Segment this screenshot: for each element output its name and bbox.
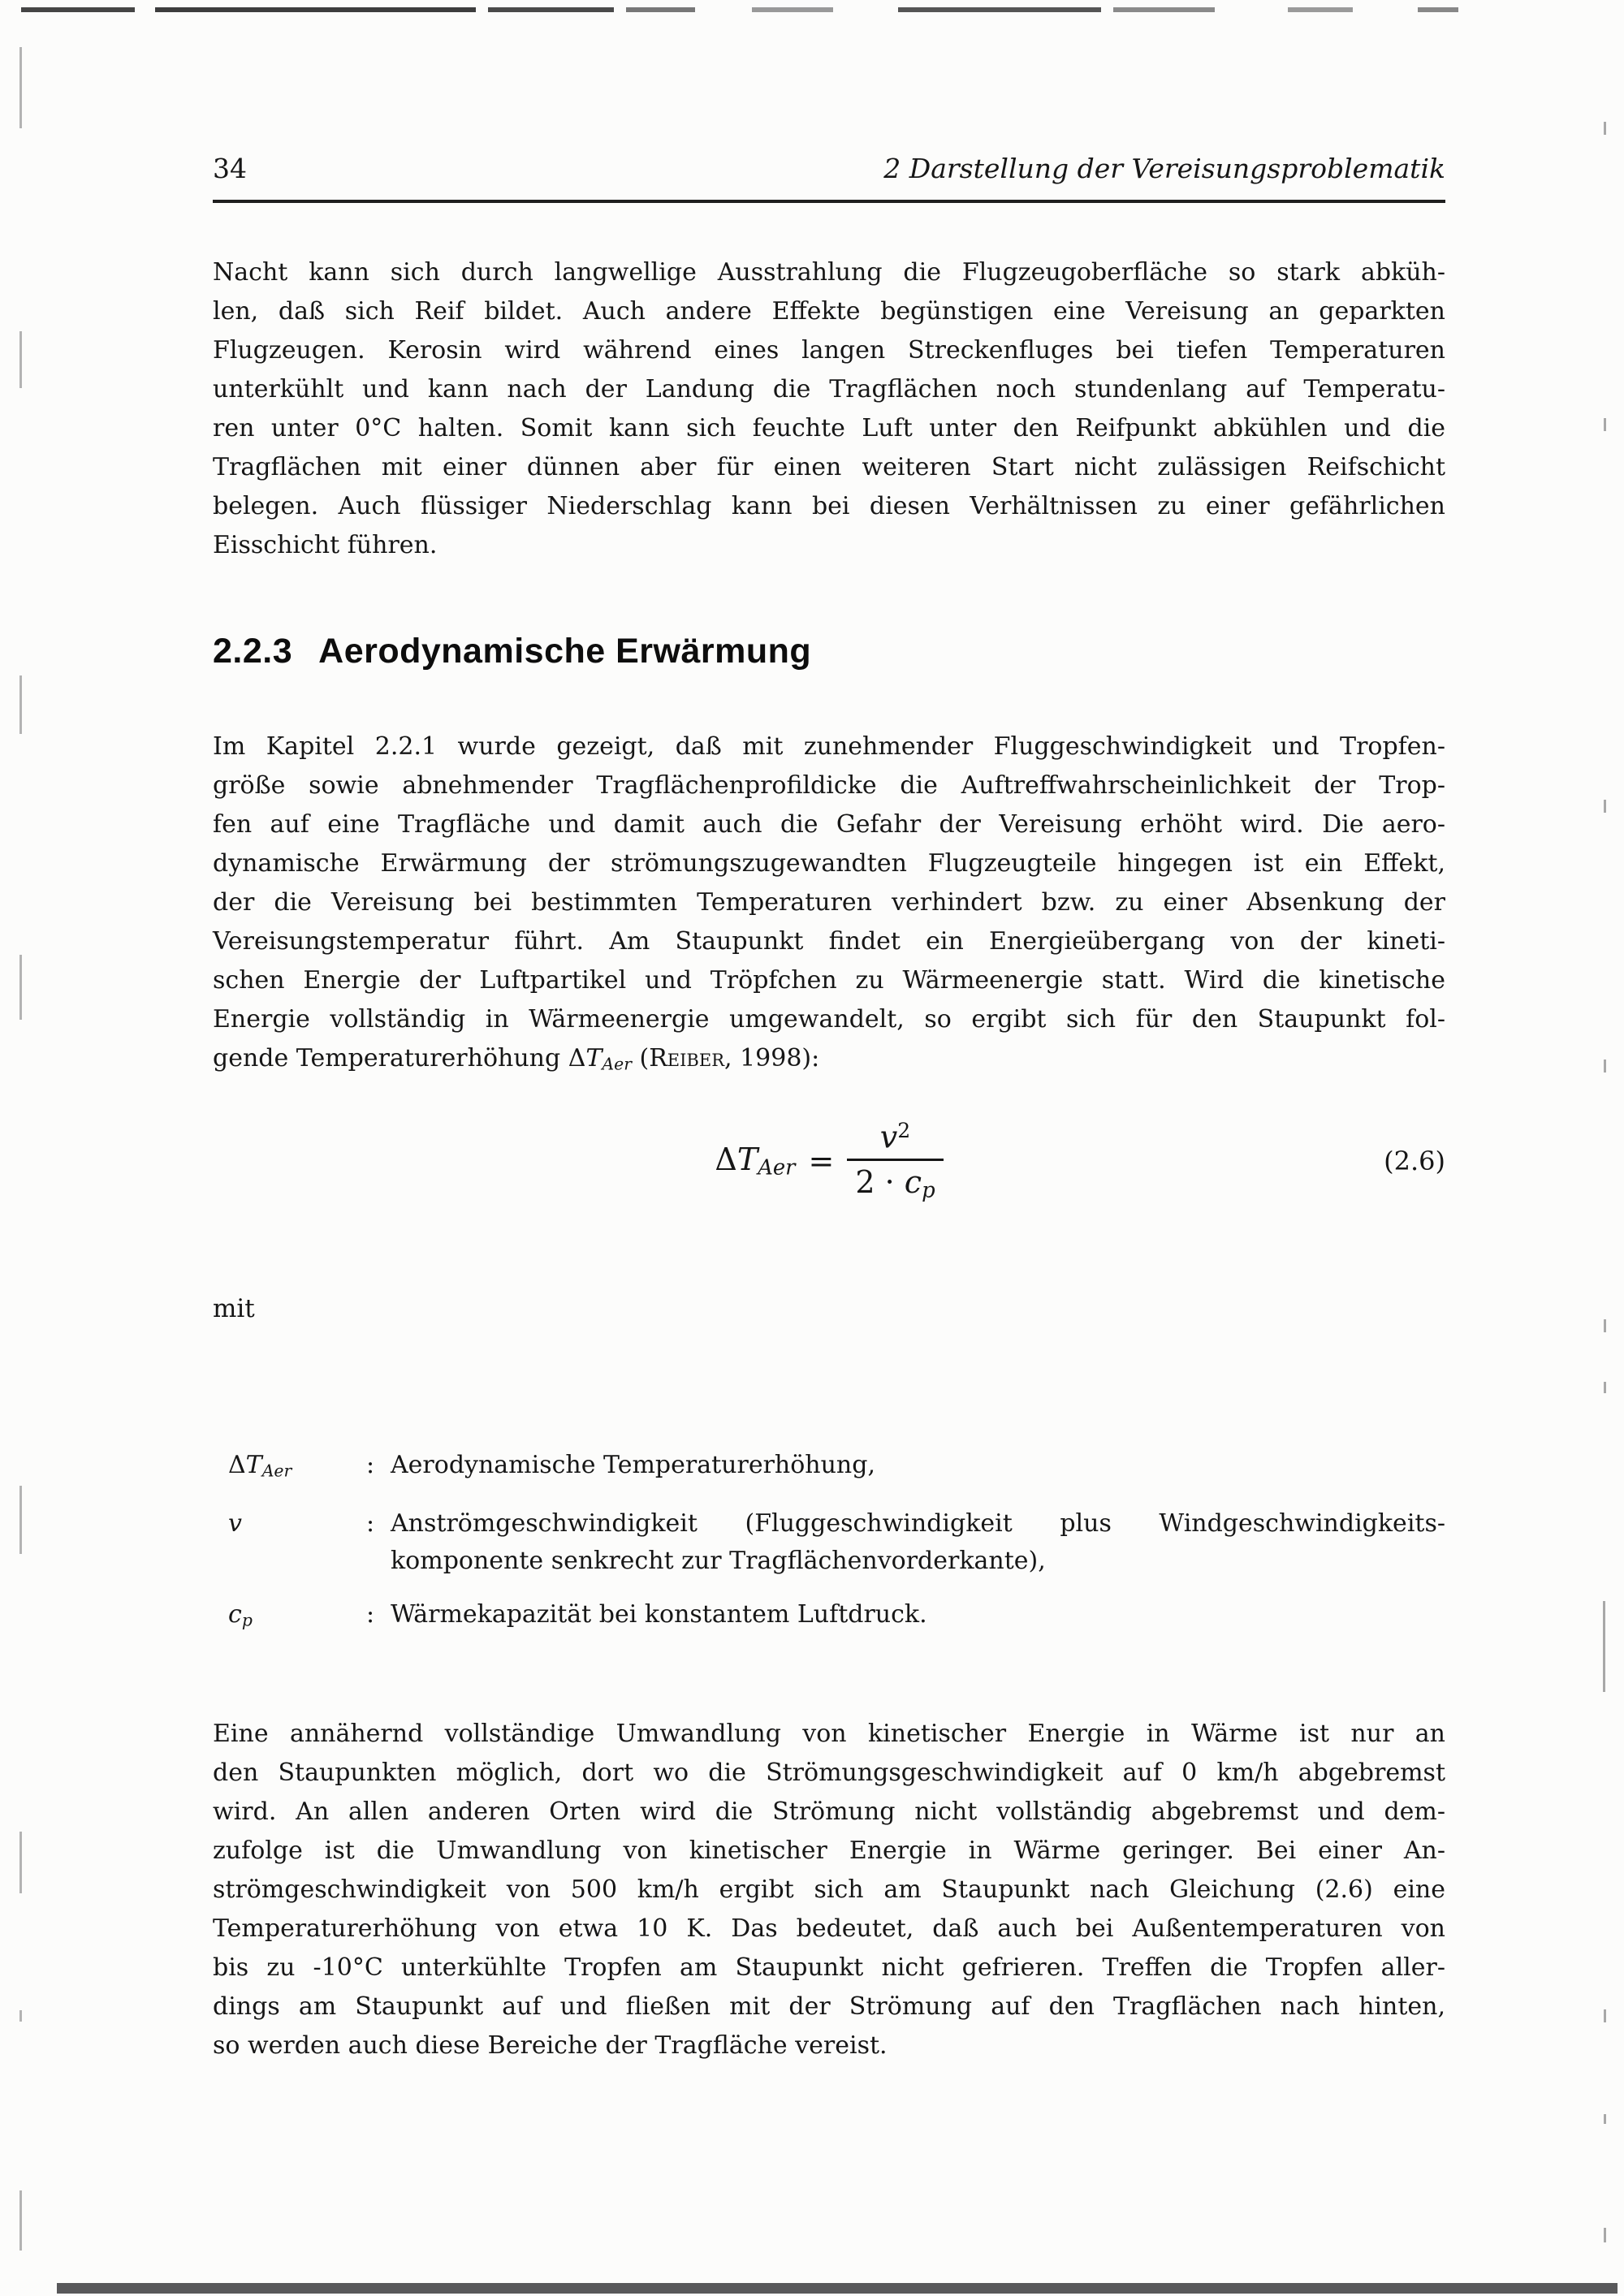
scan-artifact-bottom-bar: [57, 2283, 1618, 2294]
text-line: Eisschicht führen.: [213, 531, 438, 559]
scan-mark: [19, 1832, 22, 1893]
section-title: Aerodynamische Erwärmung: [318, 632, 812, 671]
text-segment: v: [879, 1119, 898, 1155]
equation-lhs: [715, 1142, 795, 1180]
fraction: [847, 1119, 943, 1203]
text-segment: c: [228, 1600, 242, 1629]
text-segment: v: [228, 1509, 242, 1539]
text-segment: Aer: [261, 1461, 292, 1481]
definition-description: [391, 1505, 1445, 1580]
text-line: belegen. Auch flüssiger Niederschlag kann bei diesen Verhältnissen zu einer gefährlichen: [213, 492, 1445, 520]
text-line: der die Vereisung bei bestimmten Temperaturen verhindert bzw. zu einer Absenkung der: [213, 888, 1445, 917]
text-line: Aerodynamische Temperaturerhöhung,: [391, 1451, 875, 1479]
text-line: Energie vollständig in Wärmeenergie umgewandelt, so ergibt sich für den Staupunkt fol-: [213, 1005, 1445, 1034]
paragraph: [213, 1715, 1445, 2065]
text-line: dynamische Erwärmung der strömungszugewandten Flugzeugteile hingegen ist ein Effekt,: [213, 849, 1445, 878]
text-segment: Reiber: [649, 1044, 725, 1072]
definition-colon: :: [366, 1600, 375, 1629]
scan-mark: [1604, 418, 1606, 431]
scan-mark: [1604, 1382, 1606, 1393]
scan-mark: [19, 675, 22, 734]
text-segment: T: [585, 1044, 603, 1072]
text-segment: c: [904, 1164, 922, 1201]
scan-mark: [1604, 1060, 1606, 1072]
scan-mark: [1604, 1319, 1606, 1332]
text-line: ren unter 0°C halten. Somit kann sich feuchte Luft unter den Reifpunkt abkühlen und die: [213, 414, 1445, 442]
text-segment: gende Temperaturerhöhung Δ: [213, 1044, 586, 1072]
definition-colon: :: [366, 1509, 375, 1539]
paragraph: [213, 253, 1445, 565]
section-heading: [213, 632, 811, 671]
text-segment: T: [245, 1451, 262, 1479]
text-line: Temperaturerhöhung von etwa 10 K. Das bedeutet, daß auch bei Außentemperaturen von: [213, 1914, 1445, 1943]
text-line: Flugzeugen. Kerosin wird während eines langen Streckenfluges bei tiefen Temperaturen: [213, 336, 1445, 365]
text-segment: p: [922, 1179, 935, 1204]
text-line: den Staupunkten möglich, dort wo die Strömungsgeschwindigkeit auf 0 km/h abgebremst: [213, 1759, 1445, 1787]
scan-mark: [19, 955, 22, 1020]
scan-mark: [1603, 1601, 1605, 1692]
text-line: unterkühlt und kann nach der Landung die Tragflächen noch stundenlang auf Temperatu-: [213, 375, 1445, 404]
scan-mark: [1604, 122, 1606, 135]
page-number: 34: [213, 153, 247, 184]
text-segment: p: [241, 1610, 253, 1630]
text-line: Tragflächen mit einer dünnen aber für einen weiteren Start nicht zulässigen Reifschicht: [213, 453, 1445, 481]
fraction-numerator: [875, 1119, 915, 1159]
text-line: fen auf eine Tragfläche und damit auch die Gefahr der Vereisung erhöht wird. Die aero-: [213, 810, 1445, 839]
text-segment: (: [631, 1044, 650, 1072]
definition-term: [228, 1596, 366, 1638]
scan-mark: [19, 1486, 22, 1554]
text-segment: 2: [897, 1118, 911, 1142]
text-segment: T: [736, 1142, 758, 1178]
definition-list: [228, 1447, 1445, 1655]
text-line: wird. An allen anderen Orten wird die Strömung nicht vollständig abgebremst und dem-: [213, 1798, 1445, 1826]
scan-mark: [19, 2010, 22, 2022]
equals-sign: =: [808, 1143, 835, 1179]
text-line: komponente senkrecht zur Tragflächenvorderkante),: [391, 1547, 1046, 1576]
definition-description: [391, 1596, 1445, 1634]
definition-term: [228, 1447, 366, 1489]
equation-2-6: [213, 1111, 1445, 1211]
section-number: 2.2.3: [213, 632, 293, 671]
running-title: 2 Darstellung der Vereisungsproblematik: [883, 153, 1445, 184]
text-segment: Aer: [602, 1054, 632, 1074]
mit-label: mit: [213, 1294, 255, 1323]
scan-mark: [19, 47, 22, 128]
page-header: [213, 149, 1445, 203]
definition-term: [228, 1505, 366, 1543]
scan-artifact-top-edge: [21, 7, 1502, 12]
text-line: so werden auch diese Bereiche der Tragfläche vereist.: [213, 2031, 888, 2060]
definition-row: [228, 1447, 1445, 1489]
scan-mark: [1604, 2228, 1606, 2242]
text-line: zufolge ist die Umwandlung von kinetischer Energie in Wärme geringer. Bei einer An-: [213, 1836, 1445, 1865]
text-line: Im Kapitel 2.2.1 wurde gezeigt, daß mit zunehmender Fluggeschwindigkeit und Tropfen-: [213, 732, 1445, 761]
scan-mark: [19, 331, 22, 388]
text-line: Anströmgeschwindigkeit (Fluggeschwindigkeit plus Windgeschwindigkeits-: [391, 1509, 1445, 1539]
text-line: Nacht kann sich durch langwellige Ausstrahlung die Flugzeugoberfläche so stark abküh-: [213, 258, 1445, 287]
scan-mark: [19, 2190, 22, 2251]
text-segment: , 1998):: [724, 1044, 820, 1072]
text-line: len, daß sich Reif bildet. Auch andere Effekte begünstigen eine Vereisung an geparkten: [213, 297, 1445, 326]
definition-row: [228, 1505, 1445, 1580]
text-segment: Δ: [715, 1142, 737, 1178]
text-line: [213, 1039, 1445, 1083]
text-segment: Aer: [758, 1155, 796, 1180]
text-line: Wärmekapazität bei konstantem Luftdruck.: [391, 1600, 927, 1629]
text-segment: 2 ·: [855, 1164, 905, 1201]
text-line: größe sowie abnehmender Tragflächenprofildicke die Auftreffwahrscheinlichkeit der Trop-: [213, 771, 1445, 800]
scan-mark: [1604, 2114, 1606, 2124]
definition-description: [391, 1447, 1445, 1484]
definition-colon: :: [366, 1451, 375, 1479]
text-line: strömgeschwindigkeit von 500 km/h ergibt sich am Staupunkt nach Gleichung (2.6) eine: [213, 1875, 1445, 1904]
fraction-denominator: [847, 1159, 943, 1203]
text-line: dings am Staupunkt auf und fließen mit der Strömung auf den Tragflächen nach hinten,: [213, 1992, 1445, 2021]
text-line: Eine annähernd vollständige Umwandlung von kinetischer Energie in Wärme ist nur an: [213, 1720, 1445, 1748]
text-line: schen Energie der Luftpartikel und Tröpfchen zu Wärmeenergie statt. Wird die kinetische: [213, 966, 1445, 995]
equation-number: (2.6): [1384, 1146, 1445, 1176]
paragraph: [213, 727, 1445, 1083]
text-segment: Δ: [228, 1451, 246, 1479]
text-line: Vereisungstemperatur führt. Am Staupunkt findet ein Energieübergang von der kineti-: [213, 927, 1445, 956]
scan-mark: [1604, 2009, 1606, 2022]
scan-mark: [1604, 800, 1606, 813]
text-line: bis zu -10°C unterkühlte Tropfen am Staupunkt nicht gefrieren. Treffen die Tropfen aller-: [213, 1953, 1445, 1982]
definition-row: [228, 1596, 1445, 1638]
